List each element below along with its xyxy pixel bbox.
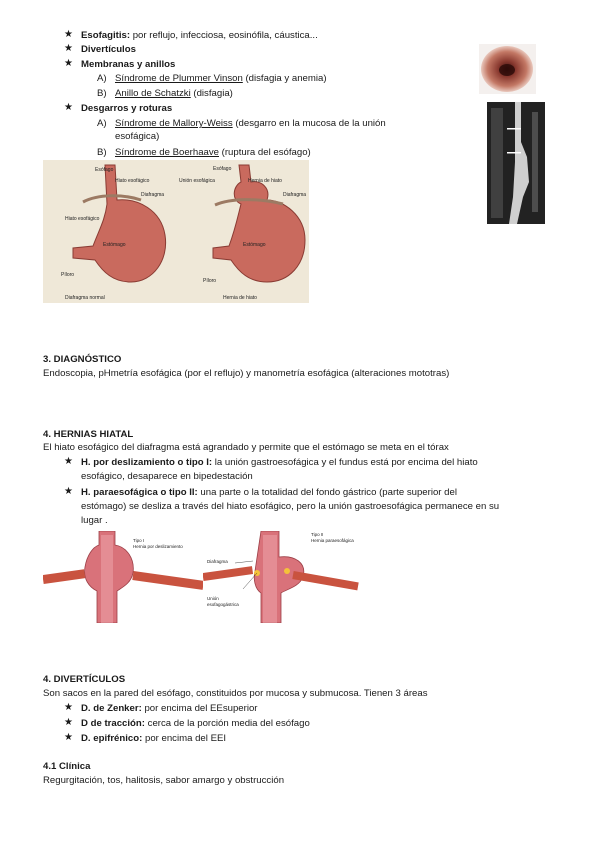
fig1-label: Hiato esofágico (65, 216, 100, 222)
fig1-label: Esófago (213, 166, 232, 172)
fig-label: Hernia por deslizamiento (133, 544, 183, 549)
list-item: Desgarros y roturas (81, 103, 173, 114)
star-bullet-icon: ★ (64, 43, 73, 54)
fig-label: Tipo II (311, 532, 324, 537)
star-bullet-icon: ★ (64, 102, 73, 113)
sub-item: Síndrome de Boerhaave (ruptura del esófago) (115, 147, 311, 158)
sub-item: Anillo de Schatzki (disfagia) (115, 88, 233, 99)
list-item: D. epifrénico: por encima del EEI (81, 733, 227, 744)
endoscopy-image (479, 44, 536, 94)
sub-item-marker: B) (97, 88, 107, 99)
list-item: D. de Zenker: por encima del EEsuperior (81, 703, 258, 714)
fig-label: Diafragma (207, 559, 228, 564)
list-item-continuation: estómago) se desliza a través del hiato esofágico, pero la unión gastroesofágica permanece en su (81, 501, 500, 512)
paragraph-clinica: Regurgitación, tos, halitosis, sabor amargo y obstrucción (43, 775, 285, 786)
link-schatzki[interactable]: Anillo de Schatzki (115, 88, 191, 99)
star-bullet-icon: ★ (64, 486, 73, 497)
paragraph-hernias-intro: El hiato esofágico del diafragma está agrandado y permite que el estómago se meta en el tórax (43, 442, 449, 453)
fig1-label: Hernia de hiato (248, 178, 282, 184)
fig1-label: Píloro (61, 272, 75, 278)
fig1-label: Hiato esofágico (115, 178, 150, 184)
star-bullet-icon: ★ (64, 58, 73, 69)
list-item: Divertículos (81, 44, 136, 55)
sub-item: Síndrome de Mallory-Weiss (desgarro en la mucosa de la unión (115, 118, 386, 129)
sub-item-marker: A) (97, 73, 107, 84)
paraesophageal-hernia-diagram (203, 531, 359, 623)
sub-item: Síndrome de Plummer Vinson (disfagia y anemia) (115, 73, 327, 84)
paragraph-diagnostico: Endoscopia, pHmetría esofágica (por el reflujo) y manometría esofágica (alteraciones mototras) (43, 368, 450, 379)
section-heading-hernias: 4. HERNIAS HIATAL (43, 429, 134, 440)
star-bullet-icon: ★ (64, 717, 73, 728)
xray-image (487, 102, 545, 224)
paragraph-diverticulos-intro: Son sacos en la pared del esófago, constituidos por mucosa y submucosa. Tienen 3 áreas (43, 688, 428, 699)
list-item: D de tracción: cerca de la porción media del esófago (81, 718, 310, 729)
fig-label: Unión (207, 596, 219, 601)
sub-item-continuation: esofágica) (115, 131, 160, 142)
fig-label: Tipo I (133, 538, 145, 543)
star-bullet-icon: ★ (64, 456, 73, 467)
list-item: Membranas y anillos (81, 59, 176, 70)
link-mallory-weiss[interactable]: Síndrome de Mallory-Weiss (115, 118, 233, 129)
fig1-label: Unión esofágica (179, 178, 215, 184)
star-bullet-icon: ★ (64, 702, 73, 713)
fig1-label: Estómago (243, 242, 266, 248)
list-item-continuation: lugar . (81, 515, 108, 526)
star-bullet-icon: ★ (64, 732, 73, 743)
hiatal-hernia-diagram (43, 160, 309, 303)
fig1-label: Diafragma (283, 192, 307, 198)
fig1-label: Esófago (95, 167, 114, 173)
list-item: H. por deslizamiento o tipo I: la unión gastroesofágica y el fundus está por encima del hiato (81, 457, 478, 468)
fig-label: Hernia paraesofágica (311, 538, 354, 543)
sliding-hernia-diagram (43, 531, 204, 623)
fig1-label: Diafragma normal (65, 295, 105, 301)
fig-label: esofagogástrica (207, 602, 239, 607)
link-boerhaave[interactable]: Síndrome de Boerhaave (115, 147, 219, 158)
fig1-label: Diafragma (141, 192, 165, 198)
link-plummer-vinson[interactable]: Síndrome de Plummer Vinson (115, 73, 243, 84)
sub-item-marker: B) (97, 147, 107, 158)
list-item: H. paraesofágica o tipo II: una parte o la totalidad del fondo gástrico (parte superior del (81, 487, 457, 498)
fig1-label: Píloro (203, 278, 217, 284)
star-bullet-icon: ★ (64, 29, 73, 40)
section-heading-diverticulos: 4. DIVERTÍCULOS (43, 674, 126, 685)
fig1-label: Estómago (103, 242, 126, 248)
fig1-label: Hernia de hiato (223, 295, 257, 301)
list-item-continuation: esofágico, desaparece en bipedestación (81, 471, 253, 482)
list-item: Esofagitis: por reflujo, infecciosa, eosinófila, cáustica... (81, 30, 318, 41)
section-heading-clinica: 4.1 Clínica (43, 761, 91, 772)
sub-item-marker: A) (97, 118, 107, 129)
section-heading-diagnostico: 3. DIAGNÓSTICO (43, 354, 122, 365)
